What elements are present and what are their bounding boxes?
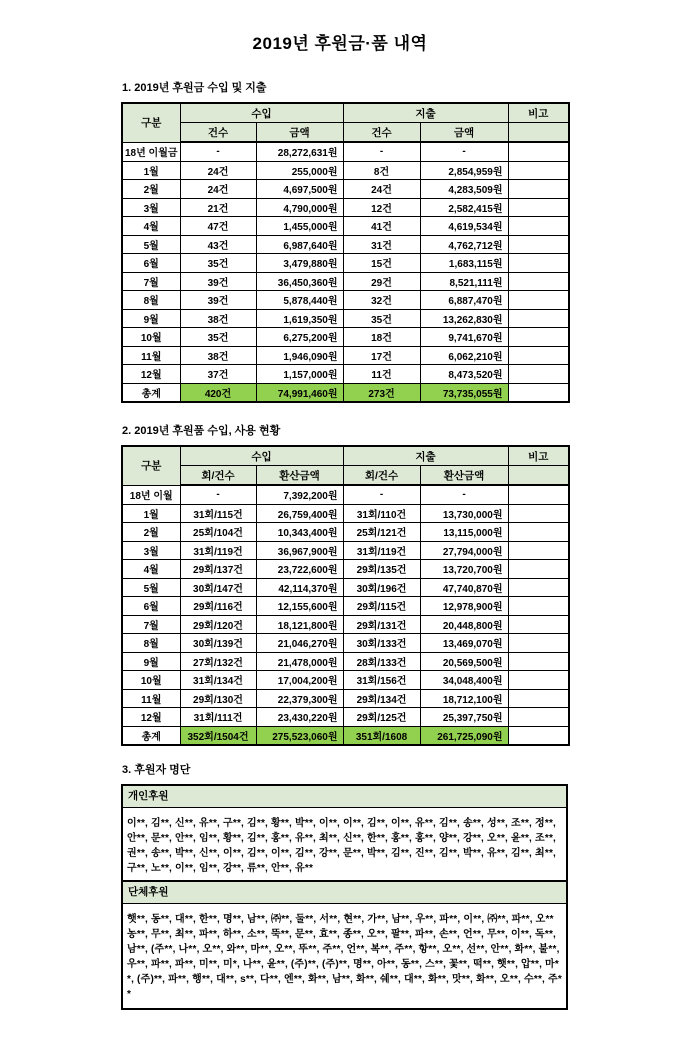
cell-income-count: 21건 — [180, 198, 256, 217]
table-row — [122, 198, 569, 217]
cell-expense-count: 31회/110건 — [343, 504, 420, 523]
cell-income-amount: 4,697,500원 — [256, 180, 343, 199]
cell-expense-amount: 4,762,712원 — [420, 235, 508, 254]
cell-income-count: 29회/116건 — [180, 597, 256, 616]
cell-income-amount: 5,878,440원 — [256, 291, 343, 310]
cell-income-count: 31회/119건 — [180, 541, 256, 560]
header-note: 비고 — [508, 446, 569, 466]
table-row — [122, 504, 569, 523]
cell-note — [508, 346, 569, 365]
section3-heading: 3. 후원자 명단 — [122, 764, 191, 776]
header-expense-count: 건수 — [343, 123, 420, 143]
cell-expense-count: 30회/133건 — [343, 634, 420, 653]
cell-expense-amount: 13,115,000원 — [420, 523, 508, 542]
cell-expense-count: 351회/1608 — [343, 726, 420, 745]
donation-money-table — [121, 102, 570, 403]
cell-expense-count: 28회/133건 — [343, 652, 420, 671]
cell-expense-count: 273건 — [343, 383, 420, 402]
cell-note — [508, 272, 569, 291]
page-title: 2019년 후원금·품 내역 — [252, 34, 428, 53]
cell-income-count: 39건 — [180, 272, 256, 291]
cell-income-count: 24건 — [180, 180, 256, 199]
table-row — [122, 541, 569, 560]
header-row-groups — [122, 446, 569, 466]
cell-category: 총계 — [122, 726, 180, 745]
cell-note — [508, 485, 569, 504]
header-expense-amount: 환산금액 — [420, 466, 508, 486]
cell-income-amount: 23,430,220원 — [256, 708, 343, 727]
table-row — [122, 180, 569, 199]
cell-note — [508, 291, 569, 310]
cell-category: 12월 — [122, 708, 180, 727]
table-row — [122, 217, 569, 236]
cell-expense-amount: 6,062,210원 — [420, 346, 508, 365]
header-row-sub — [122, 466, 569, 486]
cell-category: 2월 — [122, 180, 180, 199]
cell-income-amount: 28,272,631원 — [256, 142, 343, 161]
cell-income-amount: 74,991,460원 — [256, 383, 343, 402]
cell-income-amount: 17,004,200원 — [256, 671, 343, 690]
cell-income-amount: 36,450,360원 — [256, 272, 343, 291]
cell-category: 8월 — [122, 634, 180, 653]
header-note-empty — [508, 466, 569, 486]
cell-expense-amount: 13,720,700원 — [420, 560, 508, 579]
cell-note — [508, 578, 569, 597]
header-expense: 지출 — [343, 103, 508, 123]
cell-expense-count: 25회/121건 — [343, 523, 420, 542]
table-body — [122, 142, 569, 402]
table-row — [122, 235, 569, 254]
cell-income-count: 30회/139건 — [180, 634, 256, 653]
table-row — [122, 597, 569, 616]
table-header — [122, 446, 569, 485]
cell-expense-amount: 8,521,111원 — [420, 272, 508, 291]
section2-heading: 2. 2019년 후원품 수입, 사용 현황 — [122, 425, 281, 437]
cell-expense-count: 35건 — [343, 309, 420, 328]
cell-note — [508, 634, 569, 653]
table-row — [122, 485, 569, 504]
cell-income-amount: 1,946,090원 — [256, 346, 343, 365]
cell-expense-count: 11건 — [343, 365, 420, 384]
cell-note — [508, 235, 569, 254]
cell-expense-amount: 1,683,115원 — [420, 254, 508, 273]
cell-expense-amount: 6,887,470원 — [420, 291, 508, 310]
cell-expense-count: 31건 — [343, 235, 420, 254]
cell-expense-amount: 4,619,534원 — [420, 217, 508, 236]
cell-expense-count: 30회/196건 — [343, 578, 420, 597]
cell-note — [508, 365, 569, 384]
cell-category: 10월 — [122, 671, 180, 690]
table-row — [122, 142, 569, 161]
table-row — [122, 523, 569, 542]
table-row — [122, 328, 569, 347]
cell-income-count: 35건 — [180, 328, 256, 347]
cell-expense-amount: 18,712,100원 — [420, 689, 508, 708]
cell-expense-amount: - — [420, 485, 508, 504]
cell-income-count: 38건 — [180, 346, 256, 365]
table-row — [122, 254, 569, 273]
table-row — [122, 161, 569, 180]
cell-income-amount: 7,392,200원 — [256, 485, 343, 504]
table-total-row — [122, 726, 569, 745]
cell-expense-amount: 13,469,070원 — [420, 634, 508, 653]
cell-expense-count: - — [343, 142, 420, 161]
table-row — [122, 634, 569, 653]
cell-category: 1월 — [122, 161, 180, 180]
header-income-count: 건수 — [180, 123, 256, 143]
header-income: 수입 — [180, 446, 343, 466]
table-row — [122, 365, 569, 384]
table-row — [122, 578, 569, 597]
cell-income-count: 29회/137건 — [180, 560, 256, 579]
header-expense-amount: 금액 — [420, 123, 508, 143]
cell-income-amount: 1,157,000원 — [256, 365, 343, 384]
cell-category: 6월 — [122, 597, 180, 616]
individual-donors-header: 개인후원 — [123, 786, 566, 808]
cell-income-count: 47건 — [180, 217, 256, 236]
cell-income-count: 43건 — [180, 235, 256, 254]
cell-income-amount: 36,967,900원 — [256, 541, 343, 560]
header-category: 구분 — [122, 103, 180, 142]
report-content — [121, 82, 568, 1010]
table-row — [122, 291, 569, 310]
cell-category: 18년 이월금 — [122, 142, 180, 161]
cell-expense-amount: 27,794,000원 — [420, 541, 508, 560]
cell-note — [508, 671, 569, 690]
section1-heading: 1. 2019년 후원금 수입 및 지출 — [122, 82, 267, 94]
header-note: 비고 — [508, 103, 569, 123]
cell-income-count: 420건 — [180, 383, 256, 402]
header-income-count: 회/건수 — [180, 466, 256, 486]
cell-income-amount: 10,343,400원 — [256, 523, 343, 542]
cell-note — [508, 726, 569, 745]
cell-income-amount: 18,121,800원 — [256, 615, 343, 634]
cell-expense-amount: 4,283,509원 — [420, 180, 508, 199]
cell-expense-count: 18건 — [343, 328, 420, 347]
cell-expense-amount: - — [420, 142, 508, 161]
cell-note — [508, 161, 569, 180]
cell-expense-count: 29회/135건 — [343, 560, 420, 579]
cell-income-count: 27회/132건 — [180, 652, 256, 671]
individual-donors-names: 이**, 김**, 신**, 유**, 구**, 김**, 황**, 박**, 이**, 이**, 김**, 이**, 유**, 김**, 송**, 성**, 조**, 정**, 안**, 문**, 안**, 임**, 황**, 김**, 홍**, 유**, 최**, 신**, 한**, 홍**, 홍**, 양**, 강**, 오**, 윤**, 조**, 권**, 송**, 박**, 신**, 이**, 김**, 이**, 김**, 강**, 문**, 박**, 김**, 진**, 김**, 박**, 유**, 김**, 최**, 구**, 노**, 이**, 임**, 강**, 류**, 안**, 유** — [123, 808, 566, 882]
cell-income-count: 352회/1504건 — [180, 726, 256, 745]
cell-expense-count: - — [343, 485, 420, 504]
cell-category: 3월 — [122, 198, 180, 217]
header-expense-count: 회/건수 — [343, 466, 420, 486]
table-row — [122, 671, 569, 690]
cell-category: 9월 — [122, 652, 180, 671]
cell-income-count: 25회/104건 — [180, 523, 256, 542]
cell-expense-amount: 12,978,900원 — [420, 597, 508, 616]
cell-income-count: 31회/115건 — [180, 504, 256, 523]
cell-expense-count: 17건 — [343, 346, 420, 365]
cell-income-count: - — [180, 485, 256, 504]
cell-note — [508, 180, 569, 199]
table-row — [122, 560, 569, 579]
cell-expense-count: 29회/125건 — [343, 708, 420, 727]
cell-expense-amount: 9,741,670원 — [420, 328, 508, 347]
cell-expense-count: 41건 — [343, 217, 420, 236]
cell-expense-amount: 25,397,750원 — [420, 708, 508, 727]
cell-expense-amount: 20,448,800원 — [420, 615, 508, 634]
cell-expense-count: 8건 — [343, 161, 420, 180]
header-income-amount: 환산금액 — [256, 466, 343, 486]
cell-note — [508, 217, 569, 236]
cell-expense-amount: 47,740,870원 — [420, 578, 508, 597]
table-row — [122, 689, 569, 708]
cell-note — [508, 142, 569, 161]
cell-expense-amount: 13,262,830원 — [420, 309, 508, 328]
cell-income-count: 31회/111건 — [180, 708, 256, 727]
cell-income-amount: 4,790,000원 — [256, 198, 343, 217]
cell-category: 8월 — [122, 291, 180, 310]
cell-expense-amount: 261,725,090원 — [420, 726, 508, 745]
cell-expense-amount: 20,569,500원 — [420, 652, 508, 671]
cell-expense-count: 24건 — [343, 180, 420, 199]
cell-category: 5월 — [122, 578, 180, 597]
cell-expense-amount: 8,473,520원 — [420, 365, 508, 384]
header-income-amount: 금액 — [256, 123, 343, 143]
cell-category: 7월 — [122, 615, 180, 634]
cell-income-count: 37건 — [180, 365, 256, 384]
cell-income-count: 29회/120건 — [180, 615, 256, 634]
cell-note — [508, 504, 569, 523]
cell-category: 2월 — [122, 523, 180, 542]
cell-note — [508, 597, 569, 616]
cell-category: 11월 — [122, 346, 180, 365]
cell-income-count: 29회/130건 — [180, 689, 256, 708]
cell-expense-count: 29회/115건 — [343, 597, 420, 616]
cell-category: 4월 — [122, 217, 180, 236]
header-category: 구분 — [122, 446, 180, 485]
cell-income-count: 24건 — [180, 161, 256, 180]
cell-note — [508, 652, 569, 671]
cell-expense-count: 31회/156건 — [343, 671, 420, 690]
cell-expense-amount: 13,730,000원 — [420, 504, 508, 523]
cell-category: 6월 — [122, 254, 180, 273]
group-donors-header: 단체후원 — [123, 882, 566, 904]
cell-income-count: 39건 — [180, 291, 256, 310]
cell-income-amount: 1,455,000원 — [256, 217, 343, 236]
cell-income-amount: 21,046,270원 — [256, 634, 343, 653]
cell-category: 1월 — [122, 504, 180, 523]
cell-income-amount: 6,987,640원 — [256, 235, 343, 254]
table-row — [122, 615, 569, 634]
cell-note — [508, 254, 569, 273]
cell-expense-count: 29회/134건 — [343, 689, 420, 708]
cell-note — [508, 523, 569, 542]
cell-note — [508, 708, 569, 727]
cell-note — [508, 560, 569, 579]
cell-category: 12월 — [122, 365, 180, 384]
table-row — [122, 309, 569, 328]
cell-income-count: - — [180, 142, 256, 161]
cell-note — [508, 328, 569, 347]
cell-expense-count: 15건 — [343, 254, 420, 273]
cell-income-amount: 21,478,000원 — [256, 652, 343, 671]
cell-note — [508, 198, 569, 217]
table-header — [122, 103, 569, 142]
cell-category: 10월 — [122, 328, 180, 347]
header-note-empty — [508, 123, 569, 143]
table-row — [122, 708, 569, 727]
cell-category: 7월 — [122, 272, 180, 291]
cell-expense-count: 31회/119건 — [343, 541, 420, 560]
cell-expense-count: 29회/131건 — [343, 615, 420, 634]
cell-expense-count: 32건 — [343, 291, 420, 310]
cell-note — [508, 383, 569, 402]
cell-income-amount: 12,155,600원 — [256, 597, 343, 616]
cell-category: 18년 이월 — [122, 485, 180, 504]
table-row — [122, 346, 569, 365]
cell-category: 3월 — [122, 541, 180, 560]
cell-income-amount: 3,479,880원 — [256, 254, 343, 273]
cell-income-count: 31회/134건 — [180, 671, 256, 690]
cell-note — [508, 615, 569, 634]
group-donors-names: 햇**, 동**, 대**, 한**, 명**, 남**, ㈜**, 둘**, 서**, 현**, 가**, 남**, 우**, 파**, 이**, ㈜**, 파**, 오** 농**, 무**, 최**, 파**, 하**, 소**, 뚝**, 문**, 효**, 종**, 오**, 팔**, 파**, 손**, 언**, 무**, 이**, 독**, 남**, (주**, 나**, 오**, 와**, 마**, 오**, 뚜**, 주**, 언**, 복**, 주**, 항**, 오**, 선**, 안**, 화**, 불**, 우**, 파**, 파**, 미**, 미*, 나**, 윤**, (주)**, (주)**, 명**, 아**, 동**, 스**, 꽃**, 떡**, 햇**, 압**, 마**, (주)**, 파**, 행**, 대**, s**, 다**, 엔**, 화**, 남**, 화**, 쉐**, 대**, 화**, 맛**, 화**, 오**, 수**, 주** — [123, 904, 566, 1008]
cell-expense-count: 12건 — [343, 198, 420, 217]
cell-income-count: 30회/147건 — [180, 578, 256, 597]
cell-expense-count: 29건 — [343, 272, 420, 291]
cell-income-amount: 26,759,400원 — [256, 504, 343, 523]
cell-expense-amount: 2,854,959원 — [420, 161, 508, 180]
cell-category: 총계 — [122, 383, 180, 402]
cell-note — [508, 309, 569, 328]
cell-income-amount: 6,275,200원 — [256, 328, 343, 347]
table-row — [122, 652, 569, 671]
table-row — [122, 272, 569, 291]
cell-income-count: 35건 — [180, 254, 256, 273]
cell-income-count: 38건 — [180, 309, 256, 328]
table-body — [122, 485, 569, 745]
cell-expense-amount: 73,735,055원 — [420, 383, 508, 402]
cell-category: 9월 — [122, 309, 180, 328]
cell-income-amount: 22,379,300원 — [256, 689, 343, 708]
cell-income-amount: 275,523,060원 — [256, 726, 343, 745]
cell-expense-amount: 2,582,415원 — [420, 198, 508, 217]
cell-category: 11월 — [122, 689, 180, 708]
donor-roster — [121, 784, 568, 1010]
header-row-sub — [122, 123, 569, 143]
cell-expense-amount: 34,048,400원 — [420, 671, 508, 690]
cell-income-amount: 1,619,350원 — [256, 309, 343, 328]
header-row-groups — [122, 103, 569, 123]
cell-income-amount: 255,000원 — [256, 161, 343, 180]
header-income: 수입 — [180, 103, 343, 123]
donation-goods-table — [121, 445, 570, 746]
header-expense: 지출 — [343, 446, 508, 466]
cell-income-amount: 23,722,600원 — [256, 560, 343, 579]
table-total-row — [122, 383, 569, 402]
cell-category: 4월 — [122, 560, 180, 579]
cell-category: 5월 — [122, 235, 180, 254]
cell-note — [508, 541, 569, 560]
cell-income-amount: 42,114,370원 — [256, 578, 343, 597]
cell-note — [508, 689, 569, 708]
